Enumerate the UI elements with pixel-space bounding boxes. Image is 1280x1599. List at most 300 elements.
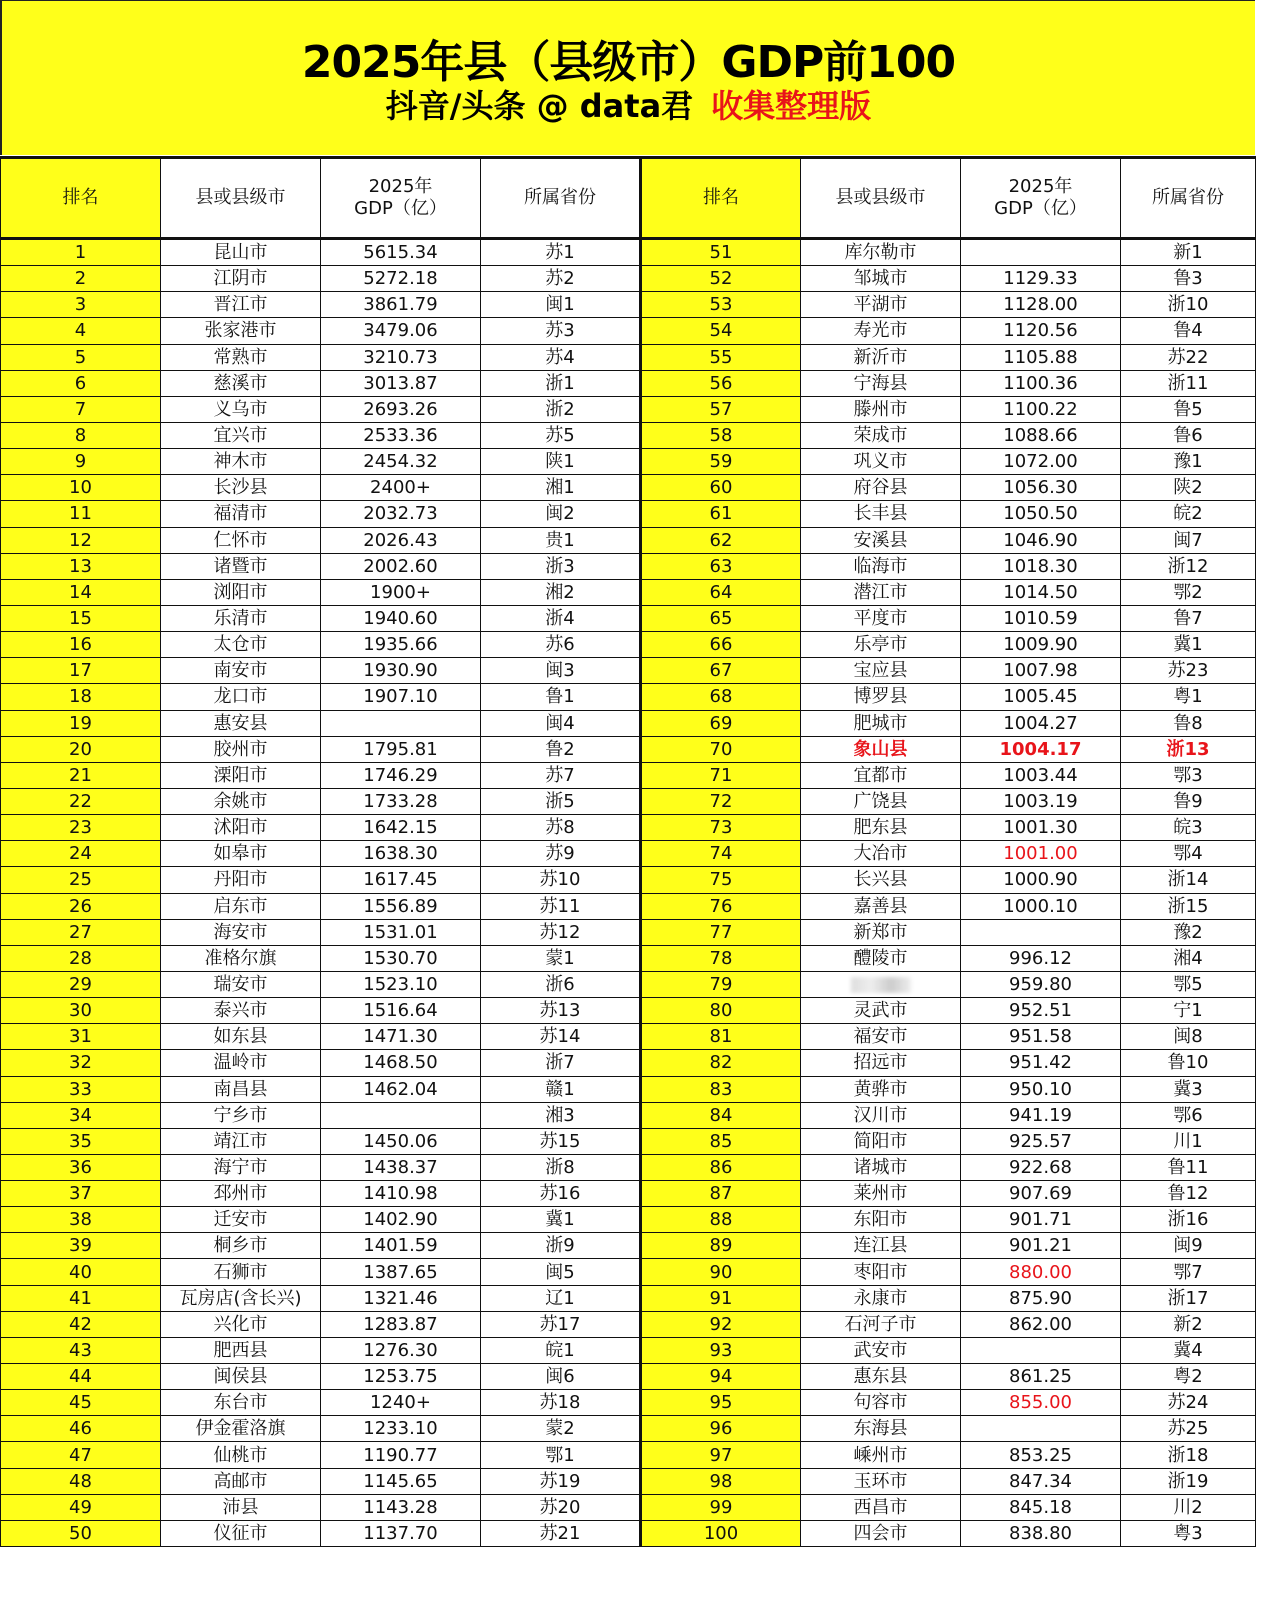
rank-cell: 76 (641, 893, 801, 919)
table-row (1, 527, 1280, 553)
province-cell: 粤1 (1121, 684, 1256, 710)
rank-cell: 28 (1, 945, 161, 971)
name-cell: 巩义市 (801, 449, 961, 475)
province-cell: 豫1 (1121, 449, 1256, 475)
province-cell: 闽7 (1121, 527, 1256, 553)
rank-cell: 13 (1, 553, 161, 579)
province-cell: 苏5 (481, 422, 641, 448)
spacer (1256, 1259, 1280, 1285)
table-row (1, 971, 1280, 997)
name-cell: 神木市 (161, 449, 321, 475)
header-gdp-line2: GDP（亿） (354, 198, 447, 219)
province-cell: 浙17 (1121, 1285, 1256, 1311)
province-cell: 苏10 (481, 867, 641, 893)
rank-cell: 75 (641, 867, 801, 893)
province-cell: 鲁8 (1121, 710, 1256, 736)
rank-cell: 22 (1, 788, 161, 814)
rank-cell: 53 (641, 292, 801, 318)
province-cell: 浙15 (1121, 893, 1256, 919)
gdp-cell: 862.00 (961, 1311, 1121, 1337)
rank-cell: 29 (1, 971, 161, 997)
rank-cell: 24 (1, 841, 161, 867)
province-cell: 蒙1 (481, 945, 641, 971)
gdp-cell: 855.00 (961, 1390, 1121, 1416)
gdp-cell (961, 1337, 1121, 1363)
gdp-cell: 2693.26 (321, 396, 481, 422)
name-cell: 启东市 (161, 893, 321, 919)
rank-cell: 80 (641, 998, 801, 1024)
table-row (1, 1259, 1280, 1285)
header-gdp-line2: GDP（亿） (994, 198, 1087, 219)
rank-cell: 73 (641, 815, 801, 841)
table-row (1, 1102, 1280, 1128)
rank-cell: 12 (1, 527, 161, 553)
name-cell: 太仓市 (161, 632, 321, 658)
gdp-cell: 1190.77 (321, 1442, 481, 1468)
table-row (1, 893, 1280, 919)
province-cell: 宁1 (1121, 998, 1256, 1024)
rank-cell: 87 (641, 1181, 801, 1207)
name-cell: 东台市 (161, 1390, 321, 1416)
rank-cell: 7 (1, 396, 161, 422)
table-row (1, 239, 1280, 266)
header-rank: 排名 (1, 158, 161, 239)
name-cell: 石河子市 (801, 1311, 961, 1337)
rank-cell: 82 (641, 1050, 801, 1076)
gdp-cell: 847.34 (961, 1468, 1121, 1494)
rank-cell: 40 (1, 1259, 161, 1285)
table-row (1, 579, 1280, 605)
province-cell: 新2 (1121, 1311, 1256, 1337)
table-row (1, 1520, 1280, 1546)
gdp-cell: 853.25 (961, 1442, 1121, 1468)
table-row (1, 919, 1280, 945)
spacer (1256, 553, 1280, 579)
name-cell: 安溪县 (801, 527, 961, 553)
province-cell: 浙19 (1121, 1468, 1256, 1494)
gdp-cell: 1003.44 (961, 762, 1121, 788)
province-cell: 闽3 (481, 658, 641, 684)
name-cell: 肥东县 (801, 815, 961, 841)
rank-cell: 94 (641, 1364, 801, 1390)
gdp-cell: 1900+ (321, 579, 481, 605)
page-title: 2025年县（县级市）GDP前100 (301, 37, 956, 88)
province-cell: 苏15 (481, 1128, 641, 1154)
province-cell: 浙1 (481, 370, 641, 396)
gdp-cell: 952.51 (961, 998, 1121, 1024)
gdp-cell: 2002.60 (321, 553, 481, 579)
spacer (1256, 1285, 1280, 1311)
province-cell: 浙5 (481, 788, 641, 814)
province-cell: 浙7 (481, 1050, 641, 1076)
rank-cell: 49 (1, 1494, 161, 1520)
table-row (1, 1050, 1280, 1076)
gdp-cell: 1004.27 (961, 710, 1121, 736)
name-cell: 简阳市 (801, 1128, 961, 1154)
rank-cell: 50 (1, 1520, 161, 1546)
gdp-cell: 941.19 (961, 1102, 1121, 1128)
province-cell: 苏14 (481, 1024, 641, 1050)
province-cell: 苏6 (481, 632, 641, 658)
name-cell: 如皋市 (161, 841, 321, 867)
name-cell: 博罗县 (801, 684, 961, 710)
province-cell: 川1 (1121, 1128, 1256, 1154)
rank-cell: 78 (641, 945, 801, 971)
rank-cell: 99 (641, 1494, 801, 1520)
name-cell: 四会市 (801, 1520, 961, 1546)
rank-cell: 26 (1, 893, 161, 919)
gdp-cell: 951.58 (961, 1024, 1121, 1050)
spacer (1256, 1416, 1280, 1442)
rank-cell: 54 (641, 318, 801, 344)
name-cell: 宁乡市 (161, 1102, 321, 1128)
table-row (1, 736, 1280, 762)
name-cell: 新郑市 (801, 919, 961, 945)
name-cell: 招远市 (801, 1050, 961, 1076)
province-cell: 闽8 (1121, 1024, 1256, 1050)
name-cell: 临海市 (801, 553, 961, 579)
rank-cell: 14 (1, 579, 161, 605)
province-cell: 浙10 (1121, 292, 1256, 318)
name-cell: 长兴县 (801, 867, 961, 893)
gdp-cell: 1907.10 (321, 684, 481, 710)
table-row (1, 1154, 1280, 1180)
spacer (1256, 1076, 1280, 1102)
name-cell: 晋江市 (161, 292, 321, 318)
spacer (1256, 1364, 1280, 1390)
name-cell: 宜兴市 (161, 422, 321, 448)
table-row (1, 1337, 1280, 1363)
table-row (1, 1390, 1280, 1416)
rank-cell: 84 (641, 1102, 801, 1128)
gdp-cell: 1556.89 (321, 893, 481, 919)
rank-cell: 1 (1, 239, 161, 266)
province-cell: 鄂7 (1121, 1259, 1256, 1285)
gdp-cell: 1143.28 (321, 1494, 481, 1520)
gdp-cell: 3861.79 (321, 292, 481, 318)
gdp-cell: 907.69 (961, 1181, 1121, 1207)
province-cell: 鲁2 (481, 736, 641, 762)
province-cell: 苏23 (1121, 658, 1256, 684)
gdp-cell: 1004.17 (961, 736, 1121, 762)
spacer (1256, 684, 1280, 710)
province-cell: 苏13 (481, 998, 641, 1024)
spacer (1256, 893, 1280, 919)
name-cell: 溧阳市 (161, 762, 321, 788)
province-cell: 苏18 (481, 1390, 641, 1416)
name-cell: 海宁市 (161, 1154, 321, 1180)
name-cell: 新沂市 (801, 344, 961, 370)
rank-cell: 92 (641, 1311, 801, 1337)
table-row (1, 1128, 1280, 1154)
province-cell: 鲁11 (1121, 1154, 1256, 1180)
province-cell: 冀4 (1121, 1337, 1256, 1363)
name-cell: 沭阳市 (161, 815, 321, 841)
name-cell: 南昌县 (161, 1076, 321, 1102)
gdp-cell: 1516.64 (321, 998, 481, 1024)
rank-cell: 5 (1, 344, 161, 370)
name-cell: 仁怀市 (161, 527, 321, 553)
gdp-cell: 2026.43 (321, 527, 481, 553)
table-row (1, 370, 1280, 396)
province-cell: 豫2 (1121, 919, 1256, 945)
gdp-cell: 1145.65 (321, 1468, 481, 1494)
header-gdp (321, 158, 481, 239)
gdp-cell: 1746.29 (321, 762, 481, 788)
name-cell: 龙口市 (161, 684, 321, 710)
rank-cell: 18 (1, 684, 161, 710)
rank-cell: 61 (641, 501, 801, 527)
spacer (1256, 370, 1280, 396)
gdp-cell: 1795.81 (321, 736, 481, 762)
table-row (1, 1024, 1280, 1050)
name-cell: 邹城市 (801, 266, 961, 292)
header-rank: 排名 (641, 158, 801, 239)
spacer (1256, 527, 1280, 553)
table-row (1, 396, 1280, 422)
spacer (1256, 266, 1280, 292)
province-cell: 辽1 (481, 1285, 641, 1311)
spacer (1256, 762, 1280, 788)
rank-cell: 35 (1, 1128, 161, 1154)
gdp-cell: 901.21 (961, 1233, 1121, 1259)
province-cell: 冀1 (1121, 632, 1256, 658)
province-cell: 闽6 (481, 1364, 641, 1390)
gdp-cell: 951.42 (961, 1050, 1121, 1076)
header-gdp-line1: 2025年 (368, 176, 433, 197)
name-cell: 丹阳市 (161, 867, 321, 893)
table-row (1, 710, 1280, 736)
name-cell: 海安市 (161, 919, 321, 945)
province-cell: 苏20 (481, 1494, 641, 1520)
name-cell: 东阳市 (801, 1207, 961, 1233)
province-cell: 浙2 (481, 396, 641, 422)
table-row (1, 605, 1280, 631)
name-cell: 大冶市 (801, 841, 961, 867)
page-subtitle (2, 87, 1255, 125)
title-banner (0, 0, 1255, 155)
table-row (1, 1442, 1280, 1468)
gdp-cell: 838.80 (961, 1520, 1121, 1546)
rank-cell: 48 (1, 1468, 161, 1494)
rank-cell: 34 (1, 1102, 161, 1128)
spacer (1256, 1128, 1280, 1154)
rank-cell: 20 (1, 736, 161, 762)
province-cell: 皖1 (481, 1337, 641, 1363)
spacer (1256, 1050, 1280, 1076)
gdp-cell (961, 239, 1121, 266)
name-cell: 灵武市 (801, 998, 961, 1024)
province-cell: 冀3 (1121, 1076, 1256, 1102)
gdp-cell: 1001.30 (961, 815, 1121, 841)
province-cell: 苏12 (481, 919, 641, 945)
name-cell: 荣成市 (801, 422, 961, 448)
name-cell: 长沙县 (161, 475, 321, 501)
province-cell: 鄂1 (481, 1442, 641, 1468)
province-cell: 苏8 (481, 815, 641, 841)
province-cell: 湘2 (481, 579, 641, 605)
name-cell: 肥城市 (801, 710, 961, 736)
gdp-cell: 1100.22 (961, 396, 1121, 422)
gdp-cell: 1014.50 (961, 579, 1121, 605)
province-cell: 闽2 (481, 501, 641, 527)
name-cell: 瑞安市 (161, 971, 321, 997)
rank-cell: 27 (1, 919, 161, 945)
spacer (1256, 1520, 1280, 1546)
gdp-cell: 845.18 (961, 1494, 1121, 1520)
spacer (1256, 605, 1280, 631)
name-cell: 惠东县 (801, 1364, 961, 1390)
name-cell: 潜江市 (801, 579, 961, 605)
table-row (1, 1076, 1280, 1102)
province-cell: 皖3 (1121, 815, 1256, 841)
header-province: 所属省份 (1121, 158, 1256, 239)
table-row (1, 1494, 1280, 1520)
name-cell: 肥西县 (161, 1337, 321, 1363)
gdp-cell: 1001.00 (961, 841, 1121, 867)
name-cell: 瓦房店(含长兴) (161, 1285, 321, 1311)
name-cell: 永康市 (801, 1285, 961, 1311)
name-cell: 寿光市 (801, 318, 961, 344)
gdp-cell: 861.25 (961, 1364, 1121, 1390)
province-cell: 鄂3 (1121, 762, 1256, 788)
name-cell: 广饶县 (801, 788, 961, 814)
rank-cell: 96 (641, 1416, 801, 1442)
spacer (1256, 1390, 1280, 1416)
table-row (1, 632, 1280, 658)
rank-cell: 43 (1, 1337, 161, 1363)
rank-cell: 60 (641, 475, 801, 501)
spacer (1256, 632, 1280, 658)
gdp-cell: 1471.30 (321, 1024, 481, 1050)
gdp-cell: 1137.70 (321, 1520, 481, 1546)
gdp-cell: 1100.36 (961, 370, 1121, 396)
gdp-cell: 1005.45 (961, 684, 1121, 710)
gdp-cell: 1638.30 (321, 841, 481, 867)
province-cell: 贵1 (481, 527, 641, 553)
gdp-cell: 1523.10 (321, 971, 481, 997)
gdp-cell: 2454.32 (321, 449, 481, 475)
rank-cell: 88 (641, 1207, 801, 1233)
province-cell: 苏1 (481, 239, 641, 266)
gdp-cell: 2032.73 (321, 501, 481, 527)
rank-cell: 15 (1, 605, 161, 631)
gdp-cell: 1462.04 (321, 1076, 481, 1102)
header-name: 县或县级市 (801, 158, 961, 239)
gdp-cell: 1283.87 (321, 1311, 481, 1337)
rank-cell: 72 (641, 788, 801, 814)
spacer (1256, 318, 1280, 344)
table-row (1, 449, 1280, 475)
rank-cell: 67 (641, 658, 801, 684)
gdp-cell: 1233.10 (321, 1416, 481, 1442)
name-cell: 常熟市 (161, 344, 321, 370)
gdp-cell: 901.71 (961, 1207, 1121, 1233)
gdp-cell: 1321.46 (321, 1285, 481, 1311)
rank-cell: 44 (1, 1364, 161, 1390)
name-cell: 黄骅市 (801, 1076, 961, 1102)
gdp-cell: 1000.90 (961, 867, 1121, 893)
name-cell: 象山县 (801, 736, 961, 762)
province-cell: 冀1 (481, 1207, 641, 1233)
name-cell: 靖江市 (161, 1128, 321, 1154)
blurred-name (851, 977, 911, 993)
rank-cell: 86 (641, 1154, 801, 1180)
gdp-cell: 2533.36 (321, 422, 481, 448)
gdp-cell (321, 710, 481, 736)
rank-cell: 85 (641, 1128, 801, 1154)
rank-cell: 16 (1, 632, 161, 658)
rank-cell: 46 (1, 1416, 161, 1442)
rank-cell: 25 (1, 867, 161, 893)
spacer (1256, 292, 1280, 318)
province-cell: 苏16 (481, 1181, 641, 1207)
name-cell (801, 971, 961, 997)
spacer (1256, 344, 1280, 370)
spacer (1256, 971, 1280, 997)
rank-cell: 59 (641, 449, 801, 475)
spacer (1256, 710, 1280, 736)
province-cell: 苏4 (481, 344, 641, 370)
header-province: 所属省份 (481, 158, 641, 239)
rank-cell: 36 (1, 1154, 161, 1180)
name-cell: 嘉善县 (801, 893, 961, 919)
rank-cell: 45 (1, 1390, 161, 1416)
header-name: 县或县级市 (161, 158, 321, 239)
province-cell: 鲁12 (1121, 1181, 1256, 1207)
province-cell: 浙16 (1121, 1207, 1256, 1233)
spacer (1256, 841, 1280, 867)
rank-cell: 89 (641, 1233, 801, 1259)
name-cell: 福清市 (161, 501, 321, 527)
table-row (1, 658, 1280, 684)
gdp-cell: 1733.28 (321, 788, 481, 814)
spacer (1256, 501, 1280, 527)
rank-cell: 63 (641, 553, 801, 579)
gdp-cell: 1120.56 (961, 318, 1121, 344)
table-row (1, 318, 1280, 344)
name-cell: 浏阳市 (161, 579, 321, 605)
spacer (1256, 1468, 1280, 1494)
table-row (1, 292, 1280, 318)
gdp-cell: 1276.30 (321, 1337, 481, 1363)
gdp-cell: 950.10 (961, 1076, 1121, 1102)
gdp-cell: 1401.59 (321, 1233, 481, 1259)
rank-cell: 38 (1, 1207, 161, 1233)
name-cell: 惠安县 (161, 710, 321, 736)
table-row (1, 1364, 1280, 1390)
province-cell: 浙11 (1121, 370, 1256, 396)
name-cell: 句容市 (801, 1390, 961, 1416)
province-cell: 鲁9 (1121, 788, 1256, 814)
province-cell: 闽1 (481, 292, 641, 318)
subtitle-edition: 收集整理版 (711, 87, 872, 125)
province-cell: 闽5 (481, 1259, 641, 1285)
gdp-cell: 1105.88 (961, 344, 1121, 370)
rank-cell: 4 (1, 318, 161, 344)
province-cell: 鲁10 (1121, 1050, 1256, 1076)
rank-cell: 2 (1, 266, 161, 292)
province-cell: 鲁3 (1121, 266, 1256, 292)
rank-cell: 9 (1, 449, 161, 475)
name-cell: 醴陵市 (801, 945, 961, 971)
rank-cell: 10 (1, 475, 161, 501)
name-cell: 江阴市 (161, 266, 321, 292)
rank-cell: 17 (1, 658, 161, 684)
name-cell: 准格尔旗 (161, 945, 321, 971)
rank-cell: 6 (1, 370, 161, 396)
name-cell: 长丰县 (801, 501, 961, 527)
